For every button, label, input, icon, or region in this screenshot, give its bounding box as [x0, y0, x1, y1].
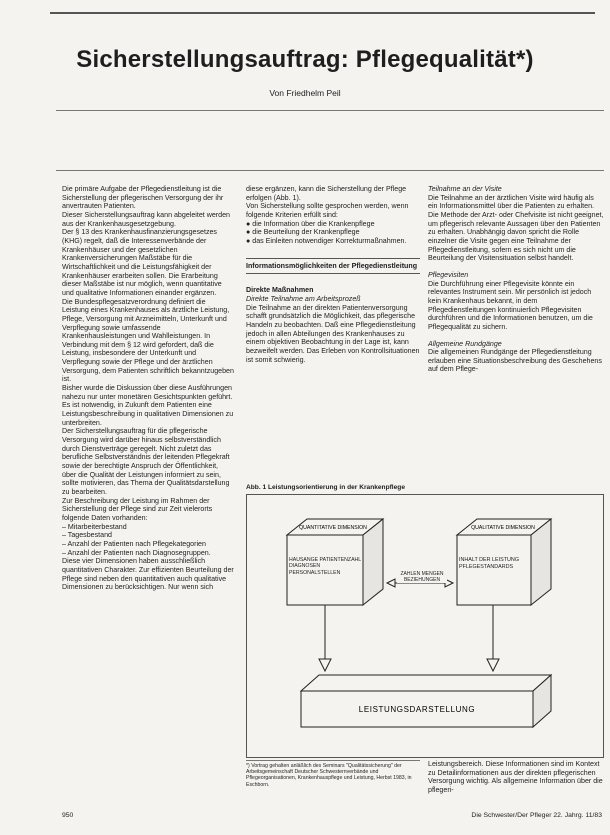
paragraph: Von Sicherstellung sollte gesprochen werden, wenn folgende Kriterien erfüllt sind:: [246, 202, 409, 219]
column-right-bottom: [428, 760, 604, 795]
connector-label: ZAHLEN MENGEN BEZIEHUNGEN: [397, 571, 447, 583]
list-item: ● die Beurteilung der Krankenpflege: [246, 228, 360, 237]
bullet-text: die Beurteilung der Krankenpflege: [252, 228, 360, 237]
article-title: Sicherstellungsauftrag: Pflegequalität*): [76, 46, 534, 73]
title-rule-top: [56, 110, 604, 111]
section-heading: Direkte Maßnahmen: [246, 286, 314, 295]
paragraph: Leistungsbereich. Diese Informationen sind im Kontext zu Detailinformationen aus der direkten pflegerischen Versorgung wichtig. Als allgemeine Information über die pflegeri-: [428, 760, 603, 794]
quantitative-box: [287, 519, 383, 605]
paragraph: Die Durchführung einer Pflegevisite könnte ein relevantes Instrument sein. Mir persönlich ist jedoch kein Krankenhaus bekannt, in dem Pflegedienstleitungen kontinuierlich Pflegevisiten durchführen und die Informationen benutzen, um die Pflegequalität zu sichern.: [428, 279, 593, 331]
qualitative-box: [457, 519, 551, 605]
figure-diagram: [246, 494, 604, 758]
list-item: – Mitarbeiterbestand: [62, 522, 127, 531]
footnote: *) Vortrag gehalten anläßlich des Seminars "Qualitätssicherung" der Arbeitsgemeinschaft Deutscher Schwesternverbände und Pflegeorganisationen, Krankenhauspflege und Leistung, Herbst 1983, in Eschborn.: [246, 760, 420, 788]
paragraph: Die primäre Aufgabe der Pflegedienstleitung ist die Sicherstellung der pflegerischen Versorgung der ihr anvertrauten Patienten.: [62, 185, 224, 211]
paragraph: Der § 13 des Krankenhausfinanzierungsgesetzes (KHG) regelt, daß die Interessenverbände der Krankenhäuser und der gesetzlichen Krankenversicherungen Maßstäbe für die Wirtschaftlichkeit und die Leistungsfähigkeit der Krankenhäuser erarbeiten sollen. Die Erarbeitung dieser Maßstäbe ist nur möglich, wenn quantitative und qualitative Informationen einander ergänzen.: [62, 228, 222, 297]
list-item: ● die Information über die Krankenpflege: [246, 219, 375, 228]
connector-arrow: [387, 571, 453, 601]
down-arrow-right: [487, 605, 499, 671]
bullet-text: das Einleiten notwendiger Korrekturmaßnahmen.: [252, 236, 407, 245]
section-box-heading: Informationsmöglichkeiten der Pflegedienstleitung: [246, 258, 420, 275]
column-right: [428, 185, 604, 374]
box-front-label: HAUSANGE PATIENTENZAHL DIAGNOSEN PERSONALSTELLEN: [289, 557, 361, 576]
box-top-label: QUANTITATIVE DIMENSION: [299, 525, 367, 531]
figure-caption: Abb. 1 Leistungsorientierung in der Krankenpflege: [246, 484, 406, 491]
paragraph: Diese vier Dimensionen haben ausschließlich quantitativen Charakter. Zur effizienten Beurteilung der Pflege sind neben den quantitativen auch qualitative Dimensionen zu berücksichtigen. Nur wenn sich: [62, 557, 234, 592]
paragraph: Der Sicherstellungsauftrag für die pflegerische Versorgung wird darüber hinaus selbstverständlich durch Dienstverträge geregelt. Nicht zuletzt das berufliche Selbstverständnis der leitenden Pflegekraft sowie der berechtigte Anspruch der Öffentlichkeit, über die Qualität der Leistungen informiert zu sein, sollte motivieren, das Thema der Qualitätsdarstellung zu bearbeiten.: [62, 427, 230, 496]
subheading: Allgemeine Rundgänge: [428, 339, 502, 348]
subheading: Direkte Teilnahme am Arbeitsprozeß: [246, 294, 361, 303]
bottom-box-label: LEISTUNGSDARSTELLUNG: [358, 705, 476, 714]
paragraph: Bisher wurde die Diskussion über diese Ausführungen nahezu nur unter monetären Gesichtspunkten geführt. Es ist notwendig, in Zukunft dem Patienten eine Leistungsbeschreibung in qualitativen Dimensionen zu unterbreiten.: [62, 384, 234, 427]
leistungsdarstellung-box: [301, 675, 551, 727]
column-middle: [246, 185, 420, 364]
header-rule: [50, 12, 595, 14]
paragraph: Die Teilnahme an der direkten Patientenversorgung schafft grundsätzlich die Möglichkeit, das pflegerische Handeln zu beobachten. Daß eine Pflegedienstleitung jedoch in allen Abteilungen des Krankenhauses zu einem objektiven Beobachtung in der Lage ist, kann bezweifelt werden. Das Erleben von Kontrollsituationen ist somit schwierig.: [246, 303, 420, 364]
author-line: Von Friedhelm Peil: [269, 88, 341, 98]
box-front-label: INHALT DER LEISTUNG PFLEGESTANDARDS: [459, 557, 520, 570]
down-arrow-left: [319, 605, 331, 671]
paragraph: Zur Beschreibung der Leistung im Rahmen der Sicherstellung der Pflege sind zur Zeit vielerorts folgende Daten vorhanden:: [62, 496, 213, 522]
list-item: – Tagesbestand: [62, 531, 112, 540]
box-top-label: QUALITATIVE DIMENSION: [471, 525, 535, 531]
paragraph: diese ergänzen, kann die Sicherstellung der Pflege erfolgen (Abb. 1).: [246, 185, 407, 202]
bullet-text: die Information über die Krankenpflege: [252, 219, 375, 228]
title-rule-bottom: [56, 170, 604, 171]
journal-reference: Die Schwester/Der Pfleger 22. Jahrg. 11/83: [471, 812, 602, 819]
list-item: – Anzahl der Patienten nach Diagnosegruppen.: [62, 548, 211, 557]
paragraph: Die allgemeinen Rundgänge der Pflegedienstleitung erlauben eine Situationsbeschreibung des Geschehens auf dem Pflege-: [428, 348, 602, 374]
paragraph: Dieser Sicherstellungsauftrag kann abgeleitet werden aus der Krankenhausgesetzgebung.: [62, 210, 230, 228]
list-item: ● das Einleiten notwendiger Korrekturmaßnahmen.: [246, 236, 407, 245]
list-item: – Anzahl der Patienten nach Pflegekategorien: [62, 539, 206, 548]
page-number: 950: [62, 812, 74, 819]
paragraph: Die Teilnahme an der ärztlichen Visite wird häufig als ein Informationsmittel über die Patienten zu erhalten. Die Methode der Arzt- oder Chefvisite ist nicht geeignet, um pflegerisch relevante Aussagen über den Patienten zu erhalten. Unabhängig davon spricht die Rolle einzelner die Visite gegen eine Teilnahme der Pflegedienstleitung, sofern es sich nicht um die Beurteilung der Visitensituation selbst handelt.: [428, 193, 604, 263]
diagram-svg: [247, 495, 603, 757]
column-left: [62, 185, 234, 592]
subheading: Pflegevisiten: [428, 270, 469, 279]
subheading: Teilnahme an der Visite: [428, 185, 502, 193]
paragraph: Die Bundespflegesatzverordnung definiert die Leistung eines Krankenhauses als ärztliche Leistung, Pflege, Versorgung mit Arzneimitteln, Unterkunft und Verpflegung sowie umfassende Krankenhausleistungen und Wahlleistungen. In Verbindung mit dem § 12 wird gefordert, daß die Leistung, insbesondere der Unterkunft und Verpflegung sowie der Pflege und der ärztlichen Versorgung, dem Patienten schriftlich bekanntzugeben ist.: [62, 297, 234, 384]
